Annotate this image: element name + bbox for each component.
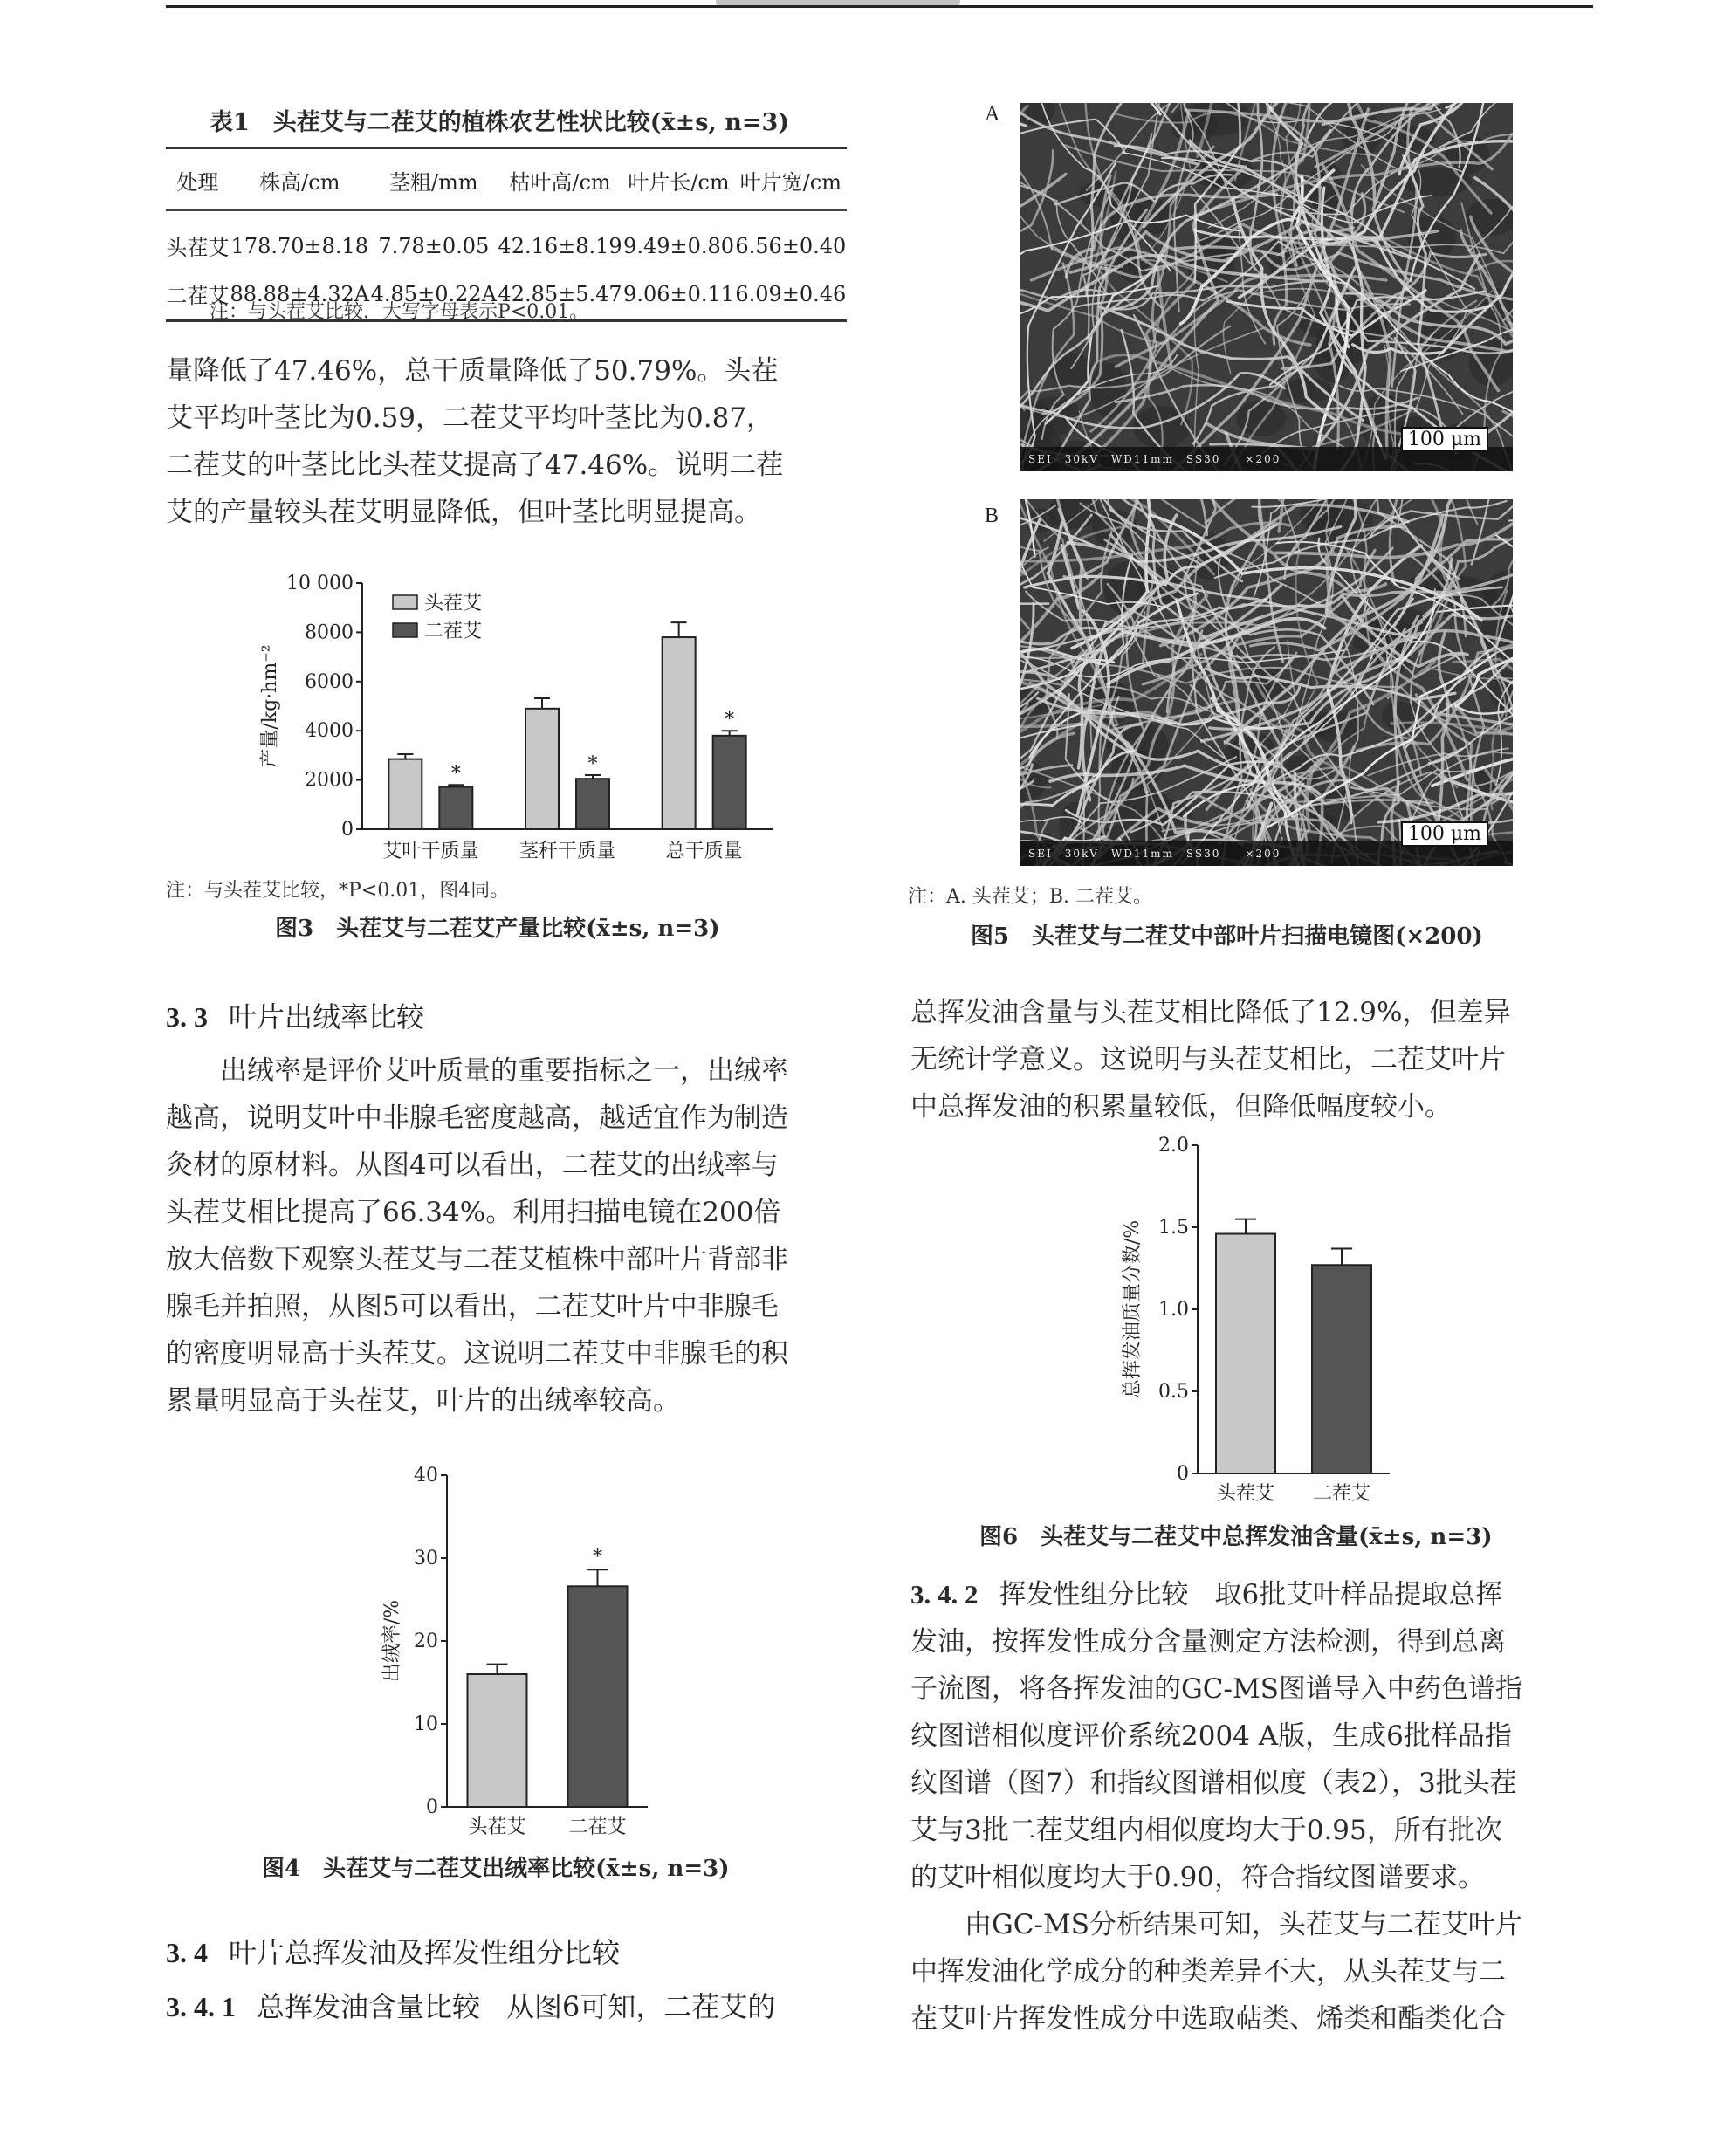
section-3-4-2-heading [910,1571,1596,1618]
fig4-chart [367,1458,681,1842]
y-tick-label: 8000 [305,621,354,644]
text-line: 总挥发油含量与头茬艾相比降低了12.9%，但差异 [910,997,1511,1028]
y-tick-label: 0 [341,819,354,841]
x-tick-label: 二茬艾 [568,1816,627,1838]
text-line: 取6批艾叶样品提取总挥 [1214,1579,1503,1610]
text-line: 累量明显高于头茬艾，叶片的出绒率较高。 [166,1385,680,1417]
text-line: 越高，说明艾叶中非腺毛密度越高，越适宜作为制造 [166,1102,788,1134]
text-line: 茬艾叶片挥发性成分中选取萜类、烯类和酯类化合 [910,2003,1506,2035]
y-tick-label: 1.5 [1158,1217,1189,1239]
bar [576,779,609,829]
trichome-fibers [1020,103,1513,471]
text-line: 艾与3批二茬艾组内相似度均大于0.95，所有批次 [910,1815,1502,1846]
text-line: 纹图谱（图7）和指纹图谱相似度（表2），3批头茬 [910,1768,1517,1799]
fig3-note: 注：与头茬艾比较，*P<0.01，图4同。 [166,880,510,902]
text-line: 发油，按挥发性成分含量测定方法检测，得到总离 [910,1626,1506,1658]
table-cell: 头茬艾 [166,236,230,260]
text-line: 艾的产量较头茬艾明显降低，但叶茎比明显提高。 [166,497,761,528]
x-tick-label: 艾叶干质量 [382,841,479,862]
legend-swatch [393,595,417,609]
text-line: 头茬艾相比提高了66.34%。利用扫描电镜在200倍 [166,1197,781,1228]
bar [525,709,559,829]
sem-info: SEI 30kV WD11mm SS30 ×200 [1028,453,1281,465]
y-tick-label: 10 [414,1713,438,1735]
x-tick-label: 总干质量 [665,841,743,862]
significance-mark: * [587,752,598,775]
y-tick-label: 2000 [305,769,354,792]
sem-texture-b [1020,499,1513,866]
y-axis-label: 出绒率/% [381,1599,403,1683]
y-tick-label: 20 [414,1631,438,1652]
y-tick-label: 4000 [305,720,354,743]
y-axis-label: 总挥发油质量分数/% [1122,1219,1144,1399]
y-axis-label: 产量/kg·hm⁻² [259,644,281,768]
significance-mark: * [593,1546,602,1569]
table1-caption: 表1 头茬艾与二茬艾的植株农艺性状比较(x̄±s, n=3) [210,109,790,136]
left-paragraph-1 [166,347,851,536]
header-rule [166,5,1593,8]
trichome-fibers [1020,499,1513,866]
bar [1216,1234,1275,1473]
bar [468,1674,527,1807]
text-line: 出绒率是评价艾叶质量的重要指标之一，出绒率 [220,1055,788,1087]
section-text: 从图6可知，二茬艾的 [506,1990,776,2023]
table1 [166,147,847,322]
right-paragraph-1 [910,989,1596,1130]
table1-col-0: 处理 [166,148,230,211]
text-line: 子流图，将各挥发油的GC-MS图谱导入中药色谱指 [910,1673,1522,1705]
text-line: 灸材的原材料。从图4可以看出，二茬艾的出绒率与 [166,1150,779,1181]
y-tick-label: 6000 [305,670,354,693]
table-cell: 178.70±8.18 [230,233,369,258]
bar [388,759,422,829]
text-line: 放大倍数下观察头茬艾与二茬艾植株中部叶片背部非 [166,1244,788,1275]
section-number: 3. 4 [166,1937,208,1968]
table1-col-3: 枯叶高/cm [498,148,623,211]
text-line: 艾平均叶茎比为0.59，二茬艾平均叶茎比为0.87， [166,402,774,434]
x-tick-label: 头茬艾 [1216,1483,1275,1505]
bar [568,1586,628,1807]
y-tick-label: 40 [414,1465,438,1487]
section-title: 挥发性组分比较 [999,1579,1189,1610]
section-number: 3. 4. 1 [166,1991,236,2022]
table-cell: 4.85±0.22A [370,281,497,306]
text-line: 量降低了47.46%，总干质量降低了50.79%。头茬 [166,355,779,387]
y-tick-label: 0 [1177,1463,1189,1485]
bar [713,736,746,829]
sem-image-b [1020,499,1513,866]
table-cell: 6.09±0.46 [735,281,847,306]
legend-swatch [393,623,417,637]
table-cell: 6.56±0.40 [735,233,847,258]
scale-bar: 100 μm [1401,427,1488,452]
sem-texture-a [1020,103,1513,471]
table1-col-5: 叶片宽/cm [735,148,847,211]
text-line: 的密度明显高于头茬艾。这说明二茬艾中非腺毛的积 [166,1338,788,1370]
significance-mark: * [450,763,461,786]
y-tick-label: 0 [426,1796,438,1818]
fig6-chart [1109,1126,1405,1519]
y-tick-label: 10 000 [286,573,354,594]
section-number: 3. 4. 2 [910,1579,979,1610]
fig5-note: 注：A. 头茬艾；B. 二茬艾。 [908,886,1153,908]
bar [439,786,472,829]
fig3-caption: 图3 头茬艾与二茬艾产量比较(x̄±s, n=3) [275,916,720,942]
significance-mark: * [725,709,735,731]
y-tick-label: 2.0 [1158,1135,1189,1157]
table-cell: 42.85±5.47 [498,281,622,306]
text-line: 腺毛并拍照，从图5可以看出，二茬艾叶片中非腺毛 [166,1291,779,1322]
table1-col-4: 叶片长/cm [622,148,734,211]
section-3-3-heading [166,995,424,1035]
fig5-label-a: A [985,103,1000,126]
text-line: 中总挥发油的积累量较低，但降低幅度较小。 [910,1091,1452,1123]
x-tick-label: 头茬艾 [468,1816,526,1838]
section-3-4-heading [166,1931,620,1971]
section-number: 3. 3 [166,1001,208,1033]
y-tick-label: 1.0 [1158,1299,1189,1321]
legend-label: 头茬艾 [424,593,483,615]
section-title: 总挥发油含量比较 [257,1990,481,2023]
section-3-4-1-heading [166,1985,775,2025]
sem-image-a [1020,103,1513,471]
fig3-chart [244,559,803,873]
table-row [166,210,847,270]
text-line: 的艾叶相似度均大于0.90，符合指纹图谱要求。 [910,1862,1486,1893]
table-cell: 42.16±8.19 [498,233,622,258]
table1-col-1: 株高/cm [230,148,370,211]
y-tick-label: 0.5 [1158,1381,1189,1403]
table-cell: 9.06±0.11 [623,281,735,306]
fig4-caption: 图4 头茬艾与二茬艾出绒率比较(x̄±s, n=3) [262,1856,730,1882]
section-title: 叶片出绒率比较 [229,1000,425,1033]
section-3-4-2-body [910,1571,1596,2043]
bar [663,637,696,829]
text-line: 二茬艾的叶茎比比头茬艾提高了47.46%。说明二茬 [166,450,784,481]
table-cell: 88.88±4.32A [230,281,370,306]
fig6-caption: 图6 头茬艾与二茬艾中总挥发油含量(x̄±s, n=3) [979,1524,1493,1550]
legend-label: 二茬艾 [424,621,483,642]
table1-col-2: 茎粗/mm [370,148,498,211]
table-cell: 7.78±0.05 [378,233,490,258]
x-tick-label: 二茬艾 [1312,1483,1371,1505]
section-3-3-body [166,1047,851,1425]
sem-info: SEI 30kV WD11mm SS30 ×200 [1028,848,1281,860]
text-line: 纹图谱相似度评价系统2004 A版，生成6批样品指 [910,1720,1512,1752]
table-cell: 9.49±0.80 [623,233,735,258]
fig5-caption: 图5 头茬艾与二茬艾中部叶片扫描电镜图(×200) [971,924,1483,950]
x-tick-label: 茎秆干质量 [519,841,616,862]
text-line: 无统计学意义。这说明与头茬艾相比，二茬艾叶片 [910,1044,1506,1075]
y-tick-label: 30 [414,1548,438,1569]
fig5-label-b: B [985,505,999,527]
section-title: 叶片总挥发油及挥发性组分比较 [229,1936,621,1969]
scale-bar: 100 μm [1401,821,1488,847]
text-line: 中挥发油化学成分的种类差异不大，从头茬艾与二 [910,1956,1506,1988]
table1-header-row [166,148,847,211]
text-line: 由GC-MS分析结果可知，头茬艾与二茬艾叶片 [965,1909,1522,1940]
bar [1312,1265,1371,1473]
table-cell: 二茬艾 [166,284,230,308]
table1-note: 注：与头茬艾比较，大写字母表示P<0.01。 [210,301,589,323]
